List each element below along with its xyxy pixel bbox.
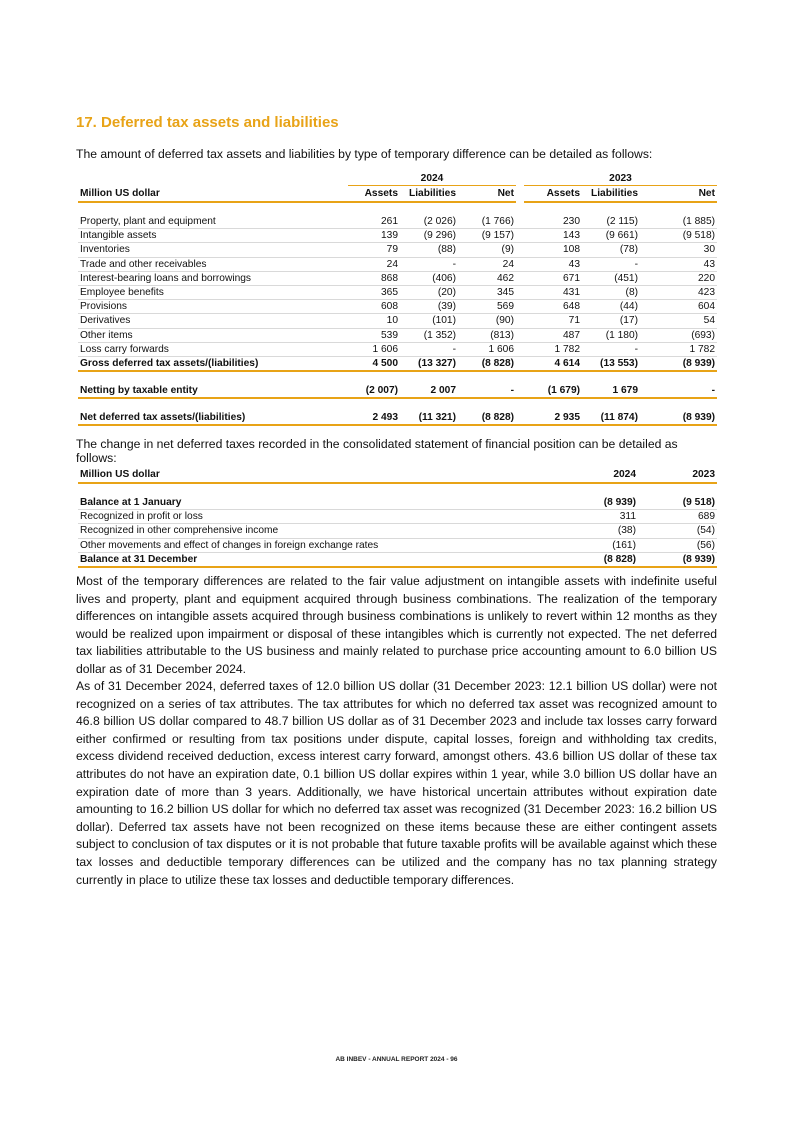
cell: 2 935 — [524, 411, 582, 425]
movement-header-row — [78, 467, 717, 483]
row-label: Employee benefits — [78, 285, 348, 299]
cell: 462 — [458, 271, 516, 285]
netting-row — [78, 384, 717, 398]
cell: (2 026) — [400, 215, 458, 229]
cell: 43 — [640, 257, 717, 271]
cell: - — [458, 384, 516, 398]
cell: (8 828) — [458, 411, 516, 425]
cell: 24 — [348, 257, 400, 271]
cell: 608 — [348, 300, 400, 314]
cell: 539 — [348, 328, 400, 342]
cell: 2 493 — [348, 411, 400, 425]
deferred-tax-table — [78, 171, 717, 426]
closing-balance-row — [78, 552, 717, 567]
cell: (44) — [582, 300, 640, 314]
cell: 689 — [638, 510, 717, 524]
col-header-net-2024: Net — [458, 186, 516, 203]
cell: (9 518) — [638, 496, 717, 510]
row-label: Trade and other receivables — [78, 257, 348, 271]
cell: (17) — [582, 314, 640, 328]
cell: 1 679 — [582, 384, 640, 398]
cell: (1 352) — [400, 328, 458, 342]
cell: 24 — [458, 257, 516, 271]
table-row — [78, 524, 717, 538]
net-deferred-tax-movement-table — [78, 467, 717, 568]
cell: (9 157) — [458, 229, 516, 243]
row-label: Property, plant and equipment — [78, 215, 348, 229]
page-footer: AB INBEV - ANNUAL REPORT 2024 - 96 — [335, 1056, 458, 1063]
cell: (693) — [640, 328, 717, 342]
cell: (9) — [458, 243, 516, 257]
intro-text-1: The amount of deferred tax assets and liabilities by type of temporary difference can be detailed as follows: — [76, 147, 653, 161]
cell: (38) — [558, 524, 638, 538]
cell: 1 782 — [640, 342, 717, 356]
row-label: Interest-bearing loans and borrowings — [78, 271, 348, 285]
row-label: Intangible assets — [78, 229, 348, 243]
row-label: Netting by taxable entity — [78, 384, 348, 398]
movement-rows — [78, 510, 717, 553]
cell: (90) — [458, 314, 516, 328]
table-row — [78, 314, 717, 328]
section-heading: 17. Deferred tax assets and liabilities — [76, 114, 339, 131]
cell: (11 874) — [582, 411, 640, 425]
deferred-tax-rows — [78, 215, 717, 356]
cell: 1 606 — [348, 342, 400, 356]
cell: 79 — [348, 243, 400, 257]
year-2023-label: 2023 — [524, 171, 717, 186]
paragraph-unrecognized-taxes: As of 31 December 2024, deferred taxes of 12.0 billion US dollar (31 December 2023: 12.1 billion US dollar) were not recognized on a series of tax attributes. The tax attributes for which no deferred tax asset was recognized amount to 46.8 billion US dollar compared to 48.7 billion US dollar as of 31 December 2023 and include tax losses carry forward either confirmed or resulting from tax positions under dispute, capital losses, foreign and withholding tax credits, excess dividend received deduction, excess interest carry forward, amongst others. 43.6 billion US dollar of these tax attributes do not have an expiration date, 0.1 billion US dollar expires within 1 year, while 3.0 billion US dollar have an expiration date of more than 3 years. Additionally, we have historical uncertain attributes without expiration date amounting to 16.2 billion US dollar for which no deferred tax asset was recognized (31 December 2023: 16.2 billion US dollar). Deferred tax assets have not been recognized on these items because these are either contingent assets subject to conclusion of tax disputes or it is not probable that future taxable profits will be available against which these tax losses and deductible temporary differences can be utilized and the company has no tax planning strategy currently in place to utilize these tax losses and deductible temporary differences. — [76, 679, 717, 887]
cell: (9 518) — [640, 229, 717, 243]
cell: (13 327) — [400, 356, 458, 371]
cell: 230 — [524, 215, 582, 229]
cell: 71 — [524, 314, 582, 328]
cell: 1 782 — [524, 342, 582, 356]
cell: (39) — [400, 300, 458, 314]
column-header-row — [78, 186, 717, 203]
cell: (8 828) — [558, 552, 638, 567]
cell: 220 — [640, 271, 717, 285]
cell: (54) — [638, 524, 717, 538]
cell: 54 — [640, 314, 717, 328]
cell: (1 679) — [524, 384, 582, 398]
cell: (8 828) — [458, 356, 516, 371]
table-row — [78, 243, 717, 257]
cell: - — [582, 342, 640, 356]
cell: 143 — [524, 229, 582, 243]
cell: 487 — [524, 328, 582, 342]
cell: 569 — [458, 300, 516, 314]
cell: (78) — [582, 243, 640, 257]
cell: (88) — [400, 243, 458, 257]
cell: 2 007 — [400, 384, 458, 398]
table-row — [78, 342, 717, 356]
table-row — [78, 257, 717, 271]
cell: 648 — [524, 300, 582, 314]
cell: - — [400, 257, 458, 271]
cell: (1 766) — [458, 215, 516, 229]
cell: (1 885) — [640, 215, 717, 229]
row-label: Gross deferred tax assets/(liabilities) — [78, 356, 348, 371]
year-2024-label: 2024 — [348, 171, 516, 186]
cell: (451) — [582, 271, 640, 285]
row-label: Provisions — [78, 300, 348, 314]
cell: 868 — [348, 271, 400, 285]
cell: - — [640, 384, 717, 398]
row-label: Balance at 1 January — [78, 496, 558, 510]
cell: (8 939) — [640, 411, 717, 425]
table-row — [78, 300, 717, 314]
cell: (8 939) — [558, 496, 638, 510]
col-header-2024: 2024 — [558, 467, 638, 483]
row-label: Other movements and effect of changes in foreign exchange rates — [78, 538, 558, 552]
opening-balance-row — [78, 496, 717, 510]
cell: (813) — [458, 328, 516, 342]
cell: 10 — [348, 314, 400, 328]
table-row — [78, 229, 717, 243]
cell: - — [582, 257, 640, 271]
row-label: Loss carry forwards — [78, 342, 348, 356]
col-header-label: Million US dollar — [78, 186, 348, 203]
row-label: Recognized in profit or loss — [78, 510, 558, 524]
paragraph-temporary-differences: Most of the temporary differences are related to the fair value adjustment on intangible assets with indefinite useful lives and property, plant and equipment acquired through business combinations. The realization of the temporary differences on intangible assets acquired through business combinations is unlikely to revert within 12 months as they would be realized upon impairment or disposal of these intangibles which is currently not expected. The net deferred tax liabilities attributable to the US business and mainly related to purchase price accounting amount to 6.0 billion US dollar as of 31 December 2024. — [76, 574, 717, 676]
cell: 345 — [458, 285, 516, 299]
cell: (11 321) — [400, 411, 458, 425]
row-label: Net deferred tax assets/(liabilities) — [78, 411, 348, 425]
cell: 1 606 — [458, 342, 516, 356]
cell: (13 553) — [582, 356, 640, 371]
col-header-assets-2024: Assets — [348, 186, 400, 203]
cell: (56) — [638, 538, 717, 552]
cell: (9 296) — [400, 229, 458, 243]
year-header-row — [78, 171, 717, 186]
col-header-net-2023: Net — [640, 186, 717, 203]
cell: (2 007) — [348, 384, 400, 398]
table-row — [78, 285, 717, 299]
row-label: Balance at 31 December — [78, 552, 558, 567]
col-header-liabilities-2023: Liabilities — [582, 186, 640, 203]
cell: 43 — [524, 257, 582, 271]
cell: - — [400, 342, 458, 356]
cell: (161) — [558, 538, 638, 552]
row-label: Derivatives — [78, 314, 348, 328]
cell: 423 — [640, 285, 717, 299]
table-row — [78, 215, 717, 229]
col-header-2023: 2023 — [638, 467, 717, 483]
table-row — [78, 510, 717, 524]
table-row — [78, 328, 717, 342]
cell: 4 614 — [524, 356, 582, 371]
cell: (8) — [582, 285, 640, 299]
cell: (8 939) — [640, 356, 717, 371]
net-row — [78, 411, 717, 425]
row-label: Recognized in other comprehensive income — [78, 524, 558, 538]
table-row — [78, 271, 717, 285]
cell: 431 — [524, 285, 582, 299]
cell: (1 180) — [582, 328, 640, 342]
cell: (20) — [400, 285, 458, 299]
gross-row — [78, 356, 717, 371]
col-header-assets-2023: Assets — [524, 186, 582, 203]
cell: 311 — [558, 510, 638, 524]
cell: 139 — [348, 229, 400, 243]
cell: 4 500 — [348, 356, 400, 371]
cell: 30 — [640, 243, 717, 257]
row-label: Other items — [78, 328, 348, 342]
table-row — [78, 538, 717, 552]
cell: (101) — [400, 314, 458, 328]
cell: (9 661) — [582, 229, 640, 243]
cell: 365 — [348, 285, 400, 299]
col-header-label: Million US dollar — [78, 467, 558, 483]
cell: (2 115) — [582, 215, 640, 229]
row-label: Inventories — [78, 243, 348, 257]
cell: 671 — [524, 271, 582, 285]
cell: (8 939) — [638, 552, 717, 567]
intro-text-2: The change in net deferred taxes recorded in the consolidated statement of financial position can be detailed as follows: — [76, 437, 678, 465]
cell: 604 — [640, 300, 717, 314]
col-header-liabilities-2024: Liabilities — [400, 186, 458, 203]
cell: 108 — [524, 243, 582, 257]
cell: (406) — [400, 271, 458, 285]
cell: 261 — [348, 215, 400, 229]
